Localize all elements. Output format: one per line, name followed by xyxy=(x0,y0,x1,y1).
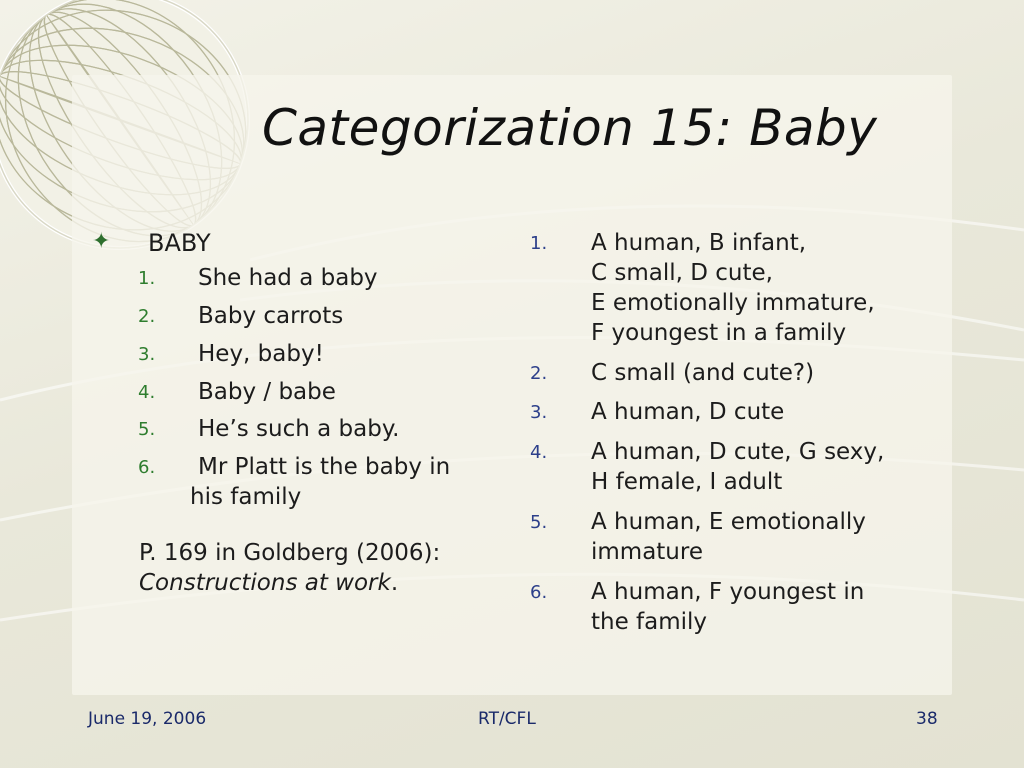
list-item: 5. He’s such a baby. xyxy=(138,416,400,443)
list-number: 2. xyxy=(530,362,548,384)
list-item xyxy=(530,438,930,498)
list-item: 1. She had a baby xyxy=(138,264,378,291)
list-item: 2. Baby carrots xyxy=(138,302,344,329)
list-number: 3. xyxy=(530,402,548,424)
book-title: Constructions at work xyxy=(139,570,391,597)
list-line: E emotionally immature, xyxy=(591,289,875,316)
list-line: A human, D cute xyxy=(591,399,785,426)
reference-citation: P. 169 in Goldberg (2006): Constructions at work. xyxy=(92,539,492,599)
list-item xyxy=(530,578,930,638)
slide-title: Categorization 15: Baby xyxy=(262,99,878,157)
list-line: F youngest in a family xyxy=(591,319,847,346)
list-item xyxy=(530,508,930,568)
list-number: 4. xyxy=(530,442,548,464)
list-line: immature xyxy=(591,539,703,566)
list-item: 6. Mr Platt is the baby in his family xyxy=(138,454,451,511)
list-line: H female, I adult xyxy=(591,469,783,496)
list-line: A human, D cute, G sexy, xyxy=(591,439,885,466)
list-line: A human, B infant, xyxy=(591,230,807,256)
list-item xyxy=(530,229,930,349)
list-line: the family xyxy=(591,608,708,635)
list-number: 1. xyxy=(530,233,548,254)
bullet-heading: BABY xyxy=(148,229,211,257)
four-point-star-icon: ✦ xyxy=(92,229,111,254)
list-item: 3. Hey, baby! xyxy=(138,340,324,367)
list-line: C small (and cute?) xyxy=(591,359,815,386)
footer-date: June 19, 2006 xyxy=(88,709,207,729)
baby-bullet xyxy=(92,228,492,260)
footer-center: RT/CFL xyxy=(478,709,536,729)
list-item xyxy=(530,398,930,428)
feature-analysis-list xyxy=(530,229,930,638)
list-number: 6. xyxy=(530,581,548,603)
list-line: A human, F youngest in xyxy=(591,578,865,605)
slide-number: 38 xyxy=(916,709,938,729)
reference-line: P. 169 in Goldberg (2006): xyxy=(139,540,441,567)
left-column xyxy=(92,228,492,599)
list-item xyxy=(530,359,930,389)
right-column xyxy=(530,229,930,648)
list-line: A human, E emotionally xyxy=(591,509,866,536)
list-line: C small, D cute, xyxy=(591,259,773,286)
list-item: 4. Baby / babe xyxy=(138,378,336,405)
list-number: 5. xyxy=(530,512,548,534)
example-sentences-list xyxy=(92,264,492,513)
